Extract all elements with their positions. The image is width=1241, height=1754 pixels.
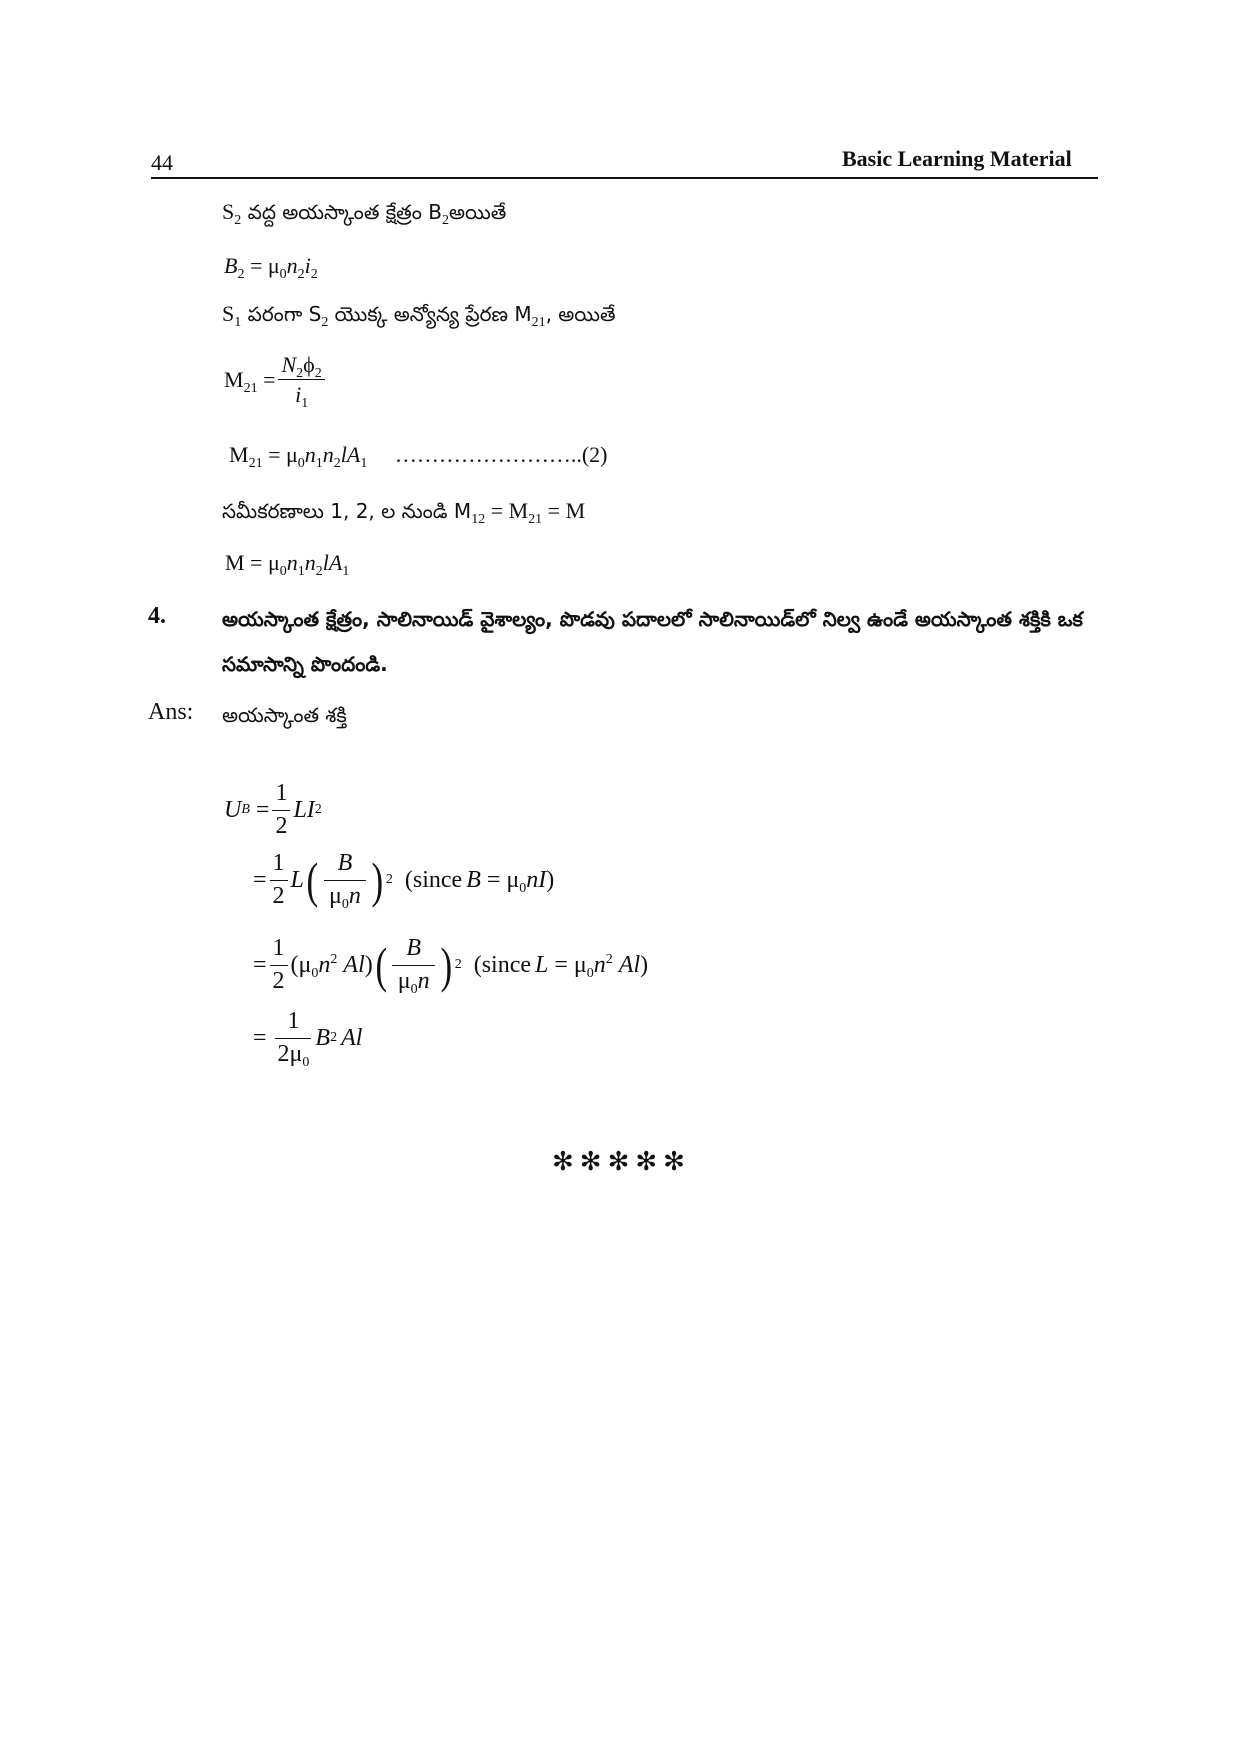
line-field-b2: [222, 199, 507, 228]
sub: 12: [471, 512, 486, 527]
sub: 21: [528, 512, 543, 527]
telugu-text: పరంగా S: [241, 302, 322, 326]
equation-step2: = $\frac{1}{2}$ L ( $\frac{B}{\mu_0n}$ ) 2 (since $B = \mu_0nI$): [253, 850, 555, 912]
sub: 2: [234, 213, 242, 228]
line-mutual-inductance: [222, 301, 616, 330]
page-number: 44: [151, 150, 173, 175]
telugu-text: యొక్క అన్యోన్య ప్రేరణ M: [328, 302, 532, 326]
telugu-text: సమీకరణాలు 1, 2, ల నుండి M: [222, 499, 472, 523]
telugu-text: , అయితే: [545, 302, 616, 326]
equation-m: $M = \mu_0n_1n_2lA_1$: [225, 550, 350, 579]
text-s: S: [222, 301, 235, 326]
header-rule: [151, 177, 1098, 179]
text: = M: [542, 498, 586, 523]
answer-text: అయస్కాంత శక్తి: [222, 703, 347, 727]
sub: 21: [531, 315, 546, 330]
sub: 2: [441, 213, 449, 228]
sub: 2: [321, 315, 329, 330]
text: = M: [485, 498, 529, 523]
equation-b2: $B_2 = \mu_0n_2i_2$: [224, 253, 318, 282]
line-equations: [222, 498, 586, 527]
since-label: (since: [404, 866, 463, 893]
equation-m21-flux: $M_{21}$ = $\frac{N_2\phi_2}{i_1}$: [224, 352, 328, 408]
since-label: (since: [473, 951, 532, 978]
text-s: S: [222, 199, 235, 224]
header-title: Basic Learning Material: [842, 146, 1072, 171]
sub: 1: [234, 315, 242, 330]
equation-m21: $M_{21} = \mu_0n_1n_2lA_1$ ……………………..(2): [229, 442, 608, 471]
equation-number: ……………………..(2): [394, 442, 608, 467]
equation-ub: U B = $\frac{1}{2}$ LI 2: [224, 780, 322, 839]
equation-step3: = $\frac{1}{2}$ ($\mu_0n^2$ Al) ( $\frac{B}{\mu_0n}$ ) 2 (since $L = \mu_0n^2$ Al): [253, 935, 649, 997]
telugu-text: అయితే: [448, 200, 507, 224]
question-text-line1: అయస్కాంత క్షేత్రం, సాలినాయిడ్ వైశాల్యం, పొడవు పదాలలో సాలినాయిడ్‌లో నిల్వ ఉండే అయస్కాంత శక్తికి ఒక: [222, 607, 1083, 631]
question-number: 4.: [148, 603, 166, 629]
question-text-line2: సమాసాన్ని పొందండి.: [222, 652, 388, 676]
telugu-text: వద్ద అయస్కాంత క్షేత్రం B: [241, 200, 442, 224]
answer-label: Ans:: [148, 699, 194, 725]
equation-final: = $\frac{1}{2\mu_0}$ B 2 Al: [253, 1008, 363, 1070]
section-end-stars: ✻✻✻✻✻: [552, 1147, 691, 1176]
